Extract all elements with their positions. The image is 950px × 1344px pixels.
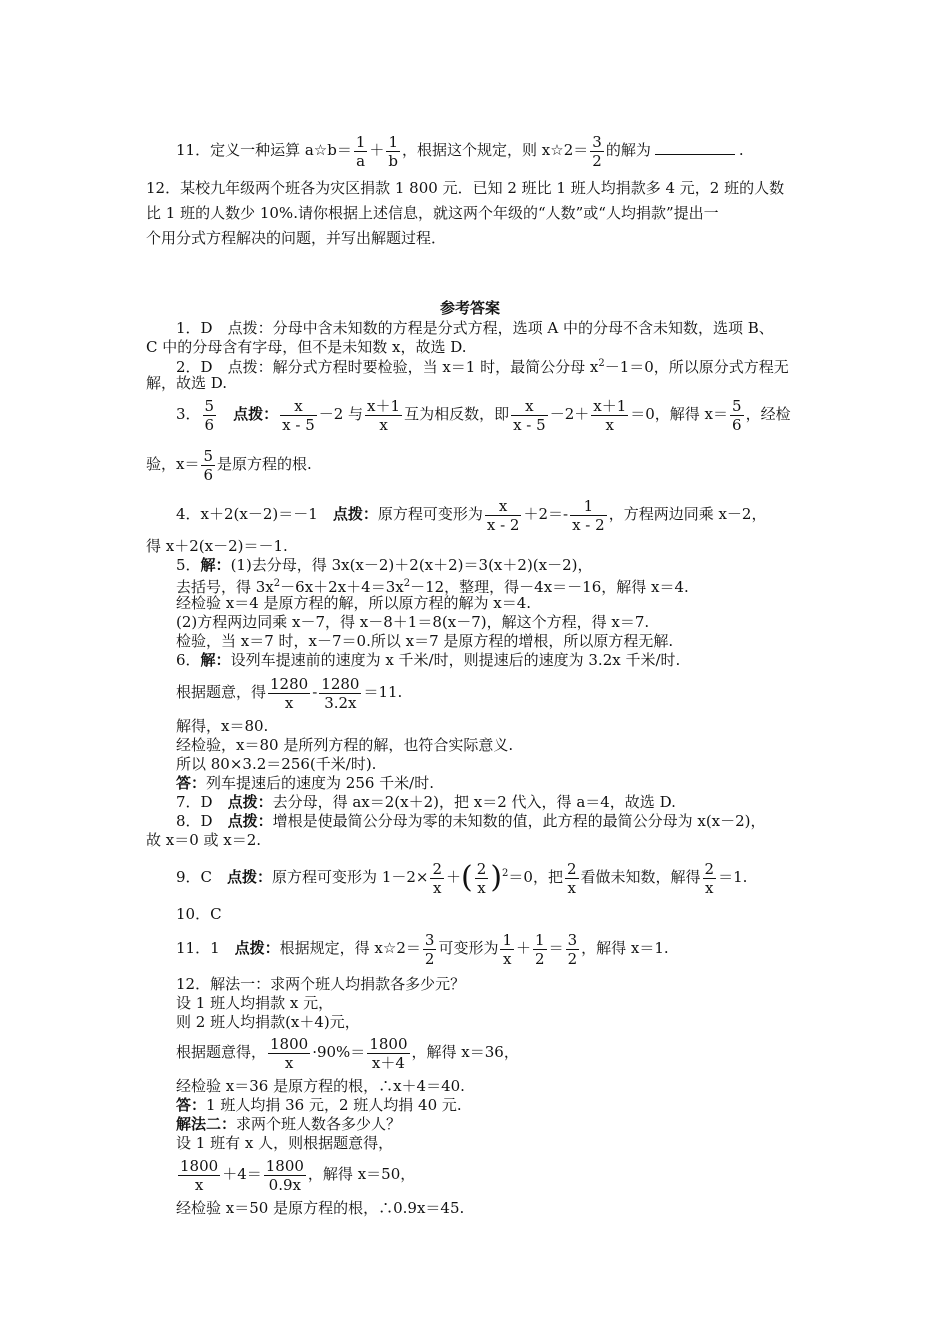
answer-12-line-5: 经检验 x＝36 是原方程的根，∴x＋4＝40. — [176, 1077, 465, 1095]
fraction: $\frac{1280}{3.2x}$ — [321, 674, 360, 712]
fraction: $\frac{1}{b}$ — [388, 132, 399, 170]
answer-3-line-1: 3． $\frac{5}{6}$ 点拨： $\frac{x}{x - 5}$ －2 与 $\frac{x+1}{x}$ 互为相反数，即 $\frac{x}{x - 5}$ －2＋ $\frac{x+1}{x}$ ＝0，解得 x＝ $\frac{5}{6}$ ，经检 — [176, 396, 791, 434]
fraction: $\frac{5}{6}$ — [732, 396, 742, 434]
answer-12-line-6: 答：1 班人均捐 36 元，2 班人均捐 40 元. — [176, 1096, 462, 1114]
fraction: $\frac{x+1}{x}$ — [367, 396, 401, 434]
fraction: $\frac{x+1}{x}$ — [593, 396, 627, 434]
fraction: $\frac{1800}{0.9x}$ — [265, 1156, 304, 1194]
answers-title: 参考答案 — [440, 299, 501, 317]
answer-8-line-2: 故 x＝0 或 x＝2. — [146, 831, 262, 849]
answer-6-line-2: 根据题意，得 $\frac{1280}{x}$ - $\frac{1280}{3.2x}$ ＝11. — [176, 674, 403, 712]
fraction: $\frac{5}{6}$ — [204, 396, 215, 434]
answer-4-line-1: 4．x＋2(x－2)＝－1 点拨：原方程可变形为 $\frac{x}{x - 2}$ ＋2＝- $\frac{1}{x - 2}$ ，方程两边同乘 x－2， — [176, 496, 767, 534]
answer-6-line-5: 所以 80×3.2＝256(千米/时). — [176, 755, 377, 773]
answer-2-line-2: 解，故选 D. — [146, 374, 228, 392]
fraction: $\frac{1}{2}$ — [535, 930, 545, 968]
fraction: $\frac{1800}{x+4}$ — [369, 1034, 408, 1072]
answer-3-line-2: 验，x＝ $\frac{5}{6}$ 是原方程的根. — [146, 446, 312, 484]
answer-5-line-4: (2)方程两边同乘 x－7，得 x－8＋1＝8(x－7)，解这个方程，得 x＝7. — [176, 613, 650, 631]
answer-8-line-1: 8．D 点拨：增根是使最简公分母为零的未知数的值，此方程的最简公分母为 x(x－2)， — [176, 812, 766, 830]
answer-5-line-5: 检验，当 x＝7 时，x－7＝0.所以 x＝7 是原方程的增根，所以原方程无解. — [176, 632, 674, 650]
answer-7: 7．D 点拨：去分母，得 ax＝2(x＋2)，把 x＝2 代入，得 a＝4，故选 D. — [176, 793, 676, 811]
question-12-line-2: 比 1 班的人数少 10%.请你根据上述信息，就这两个年级的“人数”或“人均捐款”提出一 — [146, 204, 719, 222]
fraction: $\frac{1800}{x}$ — [270, 1034, 309, 1072]
fraction: $\frac{1280}{x}$ — [270, 674, 309, 712]
answer-6-line-3: 解得，x＝80. — [176, 717, 269, 735]
answer-6-line-1: 6．解：设列车提速前的速度为 x 千米/时，则提速后的速度为 3.2x 千米/时. — [176, 651, 681, 669]
answer-12-line-10: 经检验 x＝50 是原方程的根，∴0.9x＝45. — [176, 1199, 465, 1217]
answer-12-line-4: 根据题意得， $\frac{1800}{x}$ ·90%＝ $\frac{1800}{x+4}$ ，解得 x＝36， — [176, 1034, 519, 1072]
answer-5-line-3: 经检验 x＝4 是原方程的解，所以原方程的解为 x＝4. — [176, 594, 532, 612]
fraction: $\frac{2}{x}$ — [566, 859, 577, 897]
question-12-line-3: 个用分式方程解决的问题，并写出解题过程． — [146, 229, 447, 247]
fraction: $\frac{1}{x - 2}$ — [572, 496, 605, 534]
answer-1-line-1: 1．D 点拨：分母中含未知数的方程是分式方程，选项 A 中的分母不含未知数，选项 B、 — [176, 319, 774, 337]
answer-1-line-2: C 中的分母含有字母，但不是未知数 x，故选 D. — [146, 338, 467, 356]
fraction: $\frac{5}{6}$ — [203, 446, 214, 484]
answer-11: 11．1 点拨：根据规定，得 x☆2＝ $\frac{3}{2}$ 可变形为 $\frac{1}{x}$ ＋ $\frac{1}{2}$ ＝ $\frac{3}{2}$ ，解得 x＝1. — [176, 930, 669, 968]
fraction: $\frac{3}{2}$ — [567, 930, 578, 968]
answer-12-line-3: 则 2 班人均捐款(x＋4)元， — [176, 1013, 360, 1031]
q11-text: 11．定义一种运算 a☆b＝ — [176, 141, 352, 159]
answer-12-line-9: $\frac{1800}{x}$ ＋4＝ $\frac{1800}{0.9x}$ ，解得 x＝50， — [180, 1156, 416, 1194]
answer-6-line-6: 答：列车提速后的速度为 256 千米/时. — [176, 774, 435, 792]
answer-5-line-2: 去括号，得 $3x^2-6x+2x+4=3x^2-12$，整理，得－4x＝－16，解得 x＝4. — [176, 578, 689, 596]
fraction: $\frac{1800}{x}$ — [180, 1156, 219, 1194]
answer-6-line-4: 经检验，x＝80 是所列方程的解，也符合实际意义. — [176, 736, 514, 754]
question-12-line-1: 12．某校九年级两个班各为灾区捐款 1 800 元．已知 2 班比 1 班人均捐款多 4 元，2 班的人数 — [146, 179, 785, 197]
fraction: $\frac{x}{x - 5}$ — [282, 396, 315, 434]
question-11: 11．定义一种运算 a☆b＝ $\frac{1}{a}$ ＋ $\frac{1}{b}$ ，根据这个规定，则 x☆2＝ $\frac{3}{2}$ 的解为 . — [176, 132, 744, 170]
answer-2-line-1: 2．D 点拨：解分式方程时要检验，当 x＝1 时，最简公分母 $x^2-1=0$，所以原分式方程无 — [176, 358, 789, 376]
fraction: $\frac{3}{2}$ — [424, 930, 435, 968]
answer-12-line-2: 设 1 班人均捐款 x 元， — [176, 994, 334, 1012]
fraction: $\frac{x}{x - 5}$ — [513, 396, 546, 434]
fraction: $\frac{1}{x}$ — [502, 930, 512, 968]
fraction: $\frac{1}{a}$ — [355, 132, 366, 170]
answer-10: 10．C — [176, 905, 222, 923]
answer-5-line-1: 5．解：(1)去分母，得 3x(x－2)＋2(x＋2)＝3(x＋2)(x－2)， — [176, 556, 593, 574]
answer-12-line-8: 设 1 班有 x 人，则根据题意得， — [176, 1134, 394, 1152]
answer-4-line-2: 得 x＋2(x－2)＝－1. — [146, 537, 288, 555]
fraction: $\frac{x}{x - 2}$ — [486, 496, 520, 534]
fraction: $\frac{3}{2}$ — [592, 132, 602, 170]
answer-blank — [655, 140, 735, 155]
fraction: $\frac{2}{x}$ — [476, 859, 487, 897]
fraction: $\frac{2}{x}$ — [704, 859, 715, 897]
fraction: $\frac{2}{x}$ — [432, 859, 443, 897]
answer-12-line-7: 解法二：求两个班人数各多少人？ — [176, 1115, 402, 1133]
answer-9: 9．C 点拨：原方程可变形为 1－2× $\frac{2}{x}$ ＋( $\frac{2}{x}$ )$^2$＝0，把 $\frac{2}{x}$ 看做未知数，解得 $\frac{2}{x}$ ＝1. — [176, 859, 748, 897]
answer-12-line-1: 12．解法一：求两个班人均捐款各多少元？ — [176, 975, 466, 993]
